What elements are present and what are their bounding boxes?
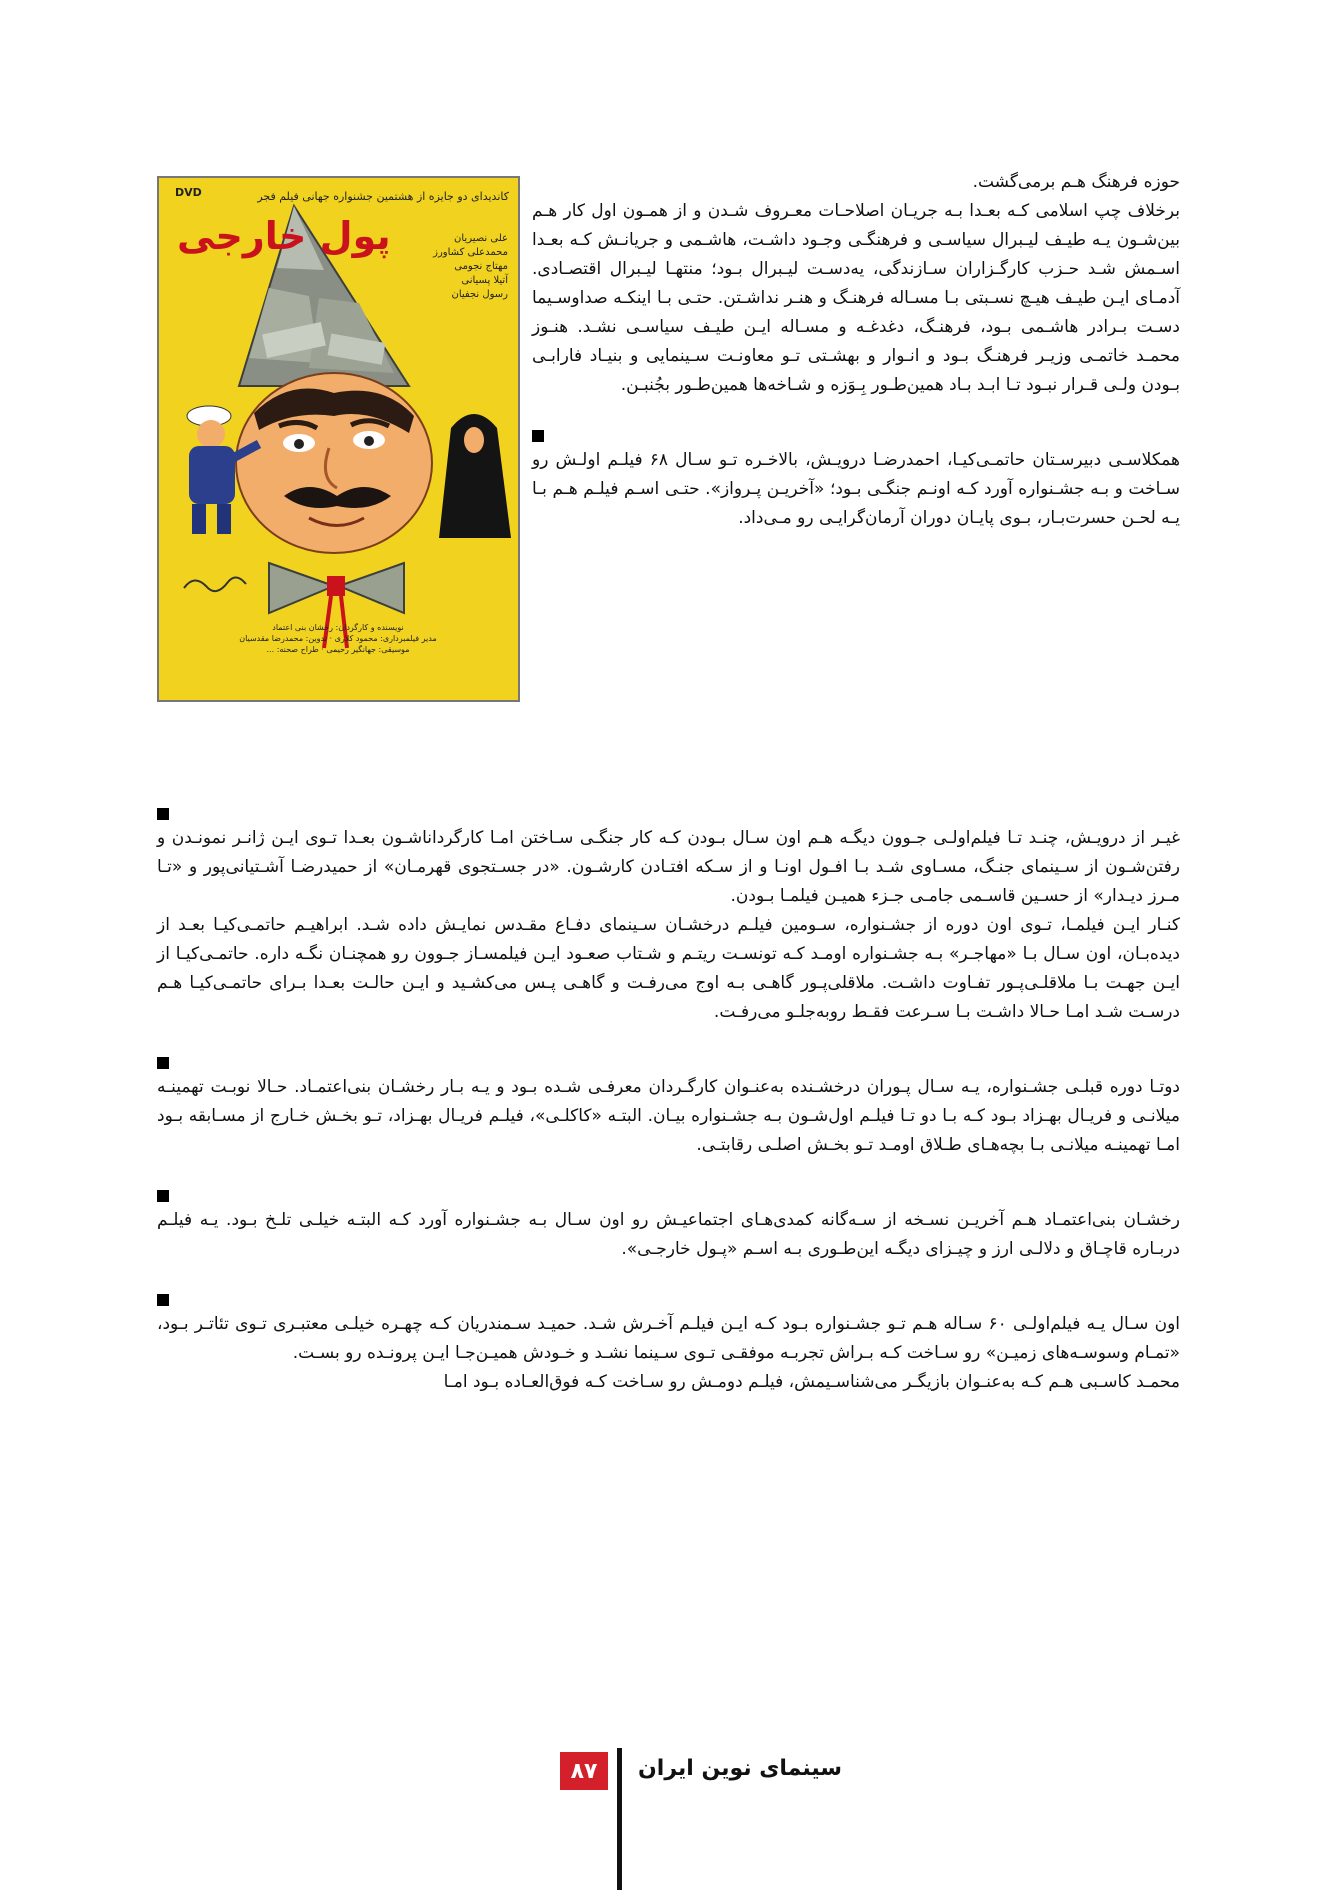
- poster-dvd-logo: DVD: [175, 186, 202, 199]
- poster-credits: [165, 622, 511, 655]
- poster-credit-line: مدیر فیلمبرداری: محمود کلاری · تدوین: محمدرضا مقدسیان: [239, 634, 437, 643]
- poster-credit-line: نویسنده و کارگردان: رخشان بنی اعتماد: [272, 623, 404, 632]
- poster-title: پول خارجی: [177, 214, 391, 258]
- poster-cast-name: مهتاج نجومی: [454, 261, 508, 272]
- paragraph: غیـر از درویـش، چنـد تـا فیلم‌اولـی جـوون دیگـه هـم اون سـال بـودن کـه کار جنگـی سـاختن امـا کارگرداناشـون بعـدا تـوی ایـن ژانـر نمونـدن و رفتن‌شـون از سـینمای جنـگ، مسـاوی شـد بـا افـول اونـا و از سـکه افتـادن کارشـون. «در جسـتجوی قهرمـان» از حمیدرضـا آشـتیانی‌پور و «تـا مـرز دیـدار» از حسـین قاسـمی جامـی جـزء همیـن فیلمـا بـودن.: [157, 828, 1180, 906]
- section-marker-icon: [157, 1294, 169, 1306]
- poster-cast-name: رسول نجفیان: [451, 289, 508, 300]
- section-marker-icon: [157, 1190, 169, 1202]
- film-poster-image: [157, 176, 520, 702]
- section-marker-icon: [157, 1057, 169, 1069]
- poster-cast-list: [390, 232, 508, 302]
- paragraph: رخشـان بنی‌اعتمـاد هـم آخریـن نسـخه از سـه‌گانه کمدی‌هـای اجتماعیـش رو اون سـال بـه جشـنواره آورد کـه البتـه خیلـی تلـخ بـود. یـه فیلـم دربـاره قاچـاق و دلالـی ارز و چیـزای دیگـه این‌طـوری بـه اسـم «پـول خارجـی».: [157, 1210, 1180, 1259]
- paragraph: حوزه فرهنگ هـم برمی‌گشت.: [972, 172, 1180, 192]
- text-column-top: [532, 168, 1180, 533]
- text-column-full: [157, 808, 1180, 1397]
- footer-divider: [617, 1748, 622, 1890]
- magazine-title: سینمای نوین ایران: [638, 1756, 843, 1781]
- paragraph: دوتـا دوره قبلـی جشـنواره، یـه سـال پـوران درخشـنده به‌عنـوان کارگـردان معرفـی شـده بـود و یـه بـار رخشـان بنی‌اعتمـاد. حـالا نوبـت تهمینـه میلانـی و فریـال بهـزاد بـود کـه بـا دو تـا فیلـم اول‌شـون بـه جشـنواره بیـان. البتـه «کاکلـی»، فیلـم فریـال بهـزاد، تـو بخـش خـارج از مسـابقه بـود امـا تهمینـه میلانـی بـا بچه‌هـای طـلاق اومـد تـو بخـش اصلـی رقابتـی.: [157, 1077, 1180, 1155]
- paragraph: محمـد کاسـبی هـم کـه به‌عنـوان بازیگـر می‌شناسـیمش، فیلـم دومـش رو سـاخت کـه فوق‌العـاده بـود امـا: [443, 1372, 1180, 1392]
- page-number: ۸۷: [560, 1752, 608, 1790]
- section-marker-icon: [532, 430, 544, 442]
- poster-credit-line: موسیقی: جهانگیر رحیمی · طراح صحنه: ...: [266, 645, 410, 654]
- section-marker-icon: [157, 808, 169, 820]
- paragraph: همکلاسـی دبیرسـتان حاتمـی‌کیـا، احمدرضـا درویـش، بالاخـره تـو سـال ۶۸ فیلـم اولـش رو سـاخت و بـه جشـنواره آورد کـه اونـم جنگـی بـود؛ «آخریـن پـرواز». حتـی اسـم فیلـم هـم بـا یـه لحـن حسرت‌بـار، بـوی پایـان دوران آرمان‌گرایـی رو مـی‌داد.: [532, 450, 1180, 528]
- poster-cast-name: علی نصیریان: [454, 233, 508, 244]
- paragraph: برخلاف چپ اسلامی کـه بعـدا بـه جریـان اصلاحـات معـروف شـدن و از همـون اول کار هـم بین‌شـون یـه طیـف لیـبرال سیاسـی و فرهنگـی وجـود داشـت، هاشـمی و جریانـش کـه بعـدا اسـمش شـد حـزب کارگـزاران سـازندگی، یه‌دسـت لیـبرال بـود؛ منتهـا لیـبرال اقتصـادی. آدمـای ایـن طیـف هیـچ نسـبتی بـا مسـاله فرهنـگ و هنـر نداشـتن. حتـی بـا اینکـه صداوسـیما دسـت بـرادر هاشـمی بـود، فرهنـگ، دغدغـه و مسـاله ایـن طیـف سیاسـی نشـد. هنـوز محمـد خاتمـی وزیـر فرهنـگ بـود و انـوار و بهشـتی تـو معاونـت سـینمایی و بنیـاد فارابـی بـودن ولـی قـرار نبـود تـا ابـد بـاد همین‌طـور بِـوَزه و شـاخه‌ها همین‌طـور بجُنبـن.: [532, 201, 1180, 395]
- poster-cast-name: آتیلا پسیانی: [461, 275, 508, 286]
- poster-top-caption: کاندیدای دو جایزه از هشتمین جشنواره جهانی فیلم فجر: [257, 190, 509, 203]
- poster-cast-name: محمدعلی کشاورز: [433, 247, 508, 258]
- paragraph: اون سـال یـه فیلم‌اولـی ۶۰ سـاله هـم تـو جشـنواره بـود کـه ایـن فیلـم آخـرش شـد. حمیـد سـمندریان کـه چهـره خیلـی معتبـری تـوی تئاتـر بـود، «تمـام وسوسـه‌های زمیـن» رو سـاخت کـه بـراش تجربـه موفقـی تـوی سـینما نشـد و خـودش همیـن‌جـا ایـن پرونـده رو بسـت.: [157, 1314, 1181, 1363]
- paragraph: کنـار ایـن فیلمـا، تـوی اون دوره از جشـنواره، سـومین فیلـم درخشـان سـینمای دفـاع مقـدس نمایـش داده شـد. ابراهیـم حاتمـی‌کیـا بعـد از دیده‌بـان، اون سـال بـا «مهاجـر» بـه جشـنواره اومـد کـه تونسـت ریتـم و شـتاب صعـود ایـن فیلمسـاز جـوون رو همچنـان نگـه داره. حاتمـی‌کیـا از ایـن جهـت بـا ملاقلـی‌پـور تفـاوت داشـت. ملاقلی‌پـور گاهـی بـه اوج می‌رفـت و گاهـی پـس می‌کشـید و ایـن حالـت بعـدا بـرای حاتمـی‌کیـا هـم درسـت شـد امـا حـالا داشـت بـا سـرعت فقـط روبه‌جلـو می‌رفـت.: [157, 915, 1180, 1022]
